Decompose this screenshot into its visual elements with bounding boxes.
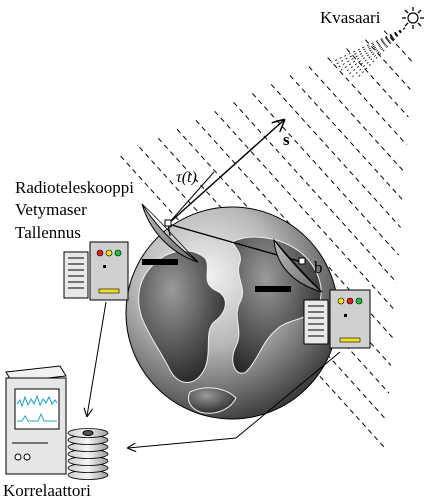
wavefront-line xyxy=(290,76,403,200)
tau-label: τ(t) xyxy=(176,169,197,186)
quasar-label: Kvasaari xyxy=(320,8,381,27)
wavefront-ray xyxy=(337,28,405,68)
wavefront-ray xyxy=(334,28,405,65)
wavefront-ray xyxy=(341,28,405,70)
correlator-label: Korrelaattori xyxy=(3,481,91,500)
wavefront-line xyxy=(365,40,410,90)
s-vector-label: s xyxy=(283,130,290,149)
tape-disk-stack-icon xyxy=(68,429,108,480)
station-label-telescope: Radioteleskooppi xyxy=(15,178,134,197)
wavefront-ray xyxy=(357,28,405,79)
disk-hub xyxy=(83,431,93,436)
wavefront-ray xyxy=(349,28,405,75)
wavefront-ray xyxy=(331,28,405,62)
wavefront-line xyxy=(309,67,405,173)
wavefront-ray xyxy=(353,28,405,77)
left-station-rack xyxy=(64,242,128,300)
wavefront-ray xyxy=(345,28,405,73)
sun-star-icon xyxy=(402,7,424,29)
correlator-computer-icon xyxy=(6,366,66,474)
station-label-recording: Tallennus xyxy=(15,223,81,242)
data-flow-arrow-left xyxy=(87,302,106,416)
wavefront-line xyxy=(271,84,400,227)
baseline-label: b xyxy=(314,258,323,277)
wavefront-line xyxy=(346,49,408,117)
station-label-maser: Vetymaser xyxy=(15,200,87,219)
